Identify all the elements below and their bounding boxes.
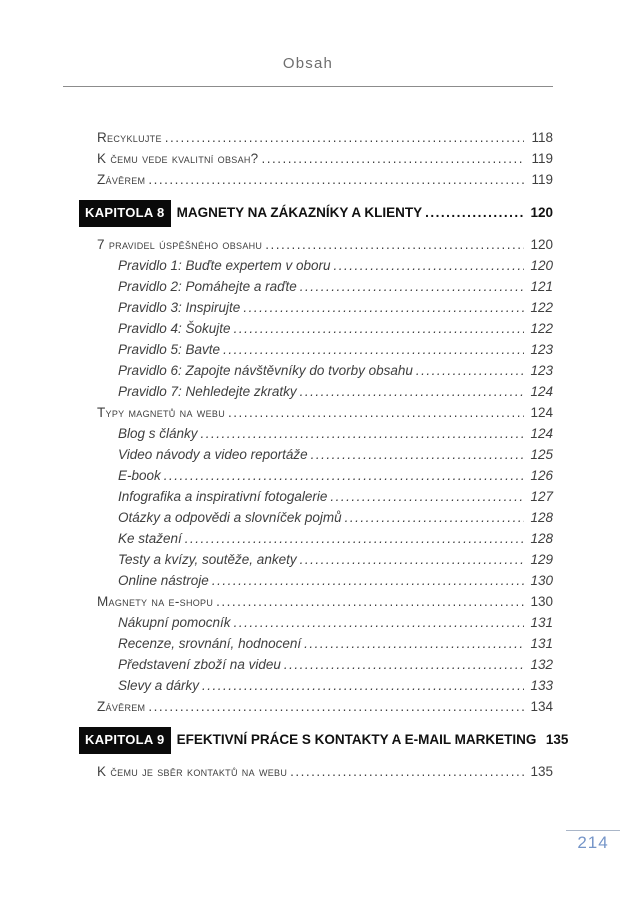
toc-entry[interactable] <box>63 169 553 190</box>
dot-leader <box>234 318 524 339</box>
dot-leader <box>284 654 524 675</box>
toc-entry-label: K čemu je sběr kontaktů na webu <box>97 764 288 779</box>
toc-entry-label: K čemu vede kvalitní obsah? <box>97 151 259 166</box>
dot-leader <box>148 169 524 190</box>
toc-entry[interactable] <box>63 444 553 465</box>
dot-leader <box>202 675 524 696</box>
toc-entry-label: EFEKTIVNÍ PRÁCE S KONTAKTY A E-MAIL MARKETING <box>176 732 537 747</box>
toc-entry-page: 128 <box>530 510 553 525</box>
toc-entry[interactable] <box>63 528 553 549</box>
toc-entry-page: 130 <box>530 573 553 588</box>
toc-entry-page: 119 <box>531 172 553 187</box>
dot-leader <box>265 234 524 255</box>
toc-entry-page: 119 <box>531 151 553 166</box>
toc-entry[interactable] <box>63 654 553 675</box>
toc-entry-page: 133 <box>530 678 553 693</box>
toc-entry-label: Pravidlo 7: Nehledejte zkratky <box>118 384 297 399</box>
toc-entry-label: Recenze, srovnání, hodnocení <box>118 636 302 651</box>
dot-leader <box>416 360 524 381</box>
toc-entry[interactable] <box>63 486 553 507</box>
toc-entry-page: 123 <box>530 363 553 378</box>
dot-leader <box>212 570 524 591</box>
toc-entry-label: Představení zboží na videu <box>118 657 281 672</box>
toc-entry[interactable] <box>63 148 553 169</box>
toc-entry[interactable] <box>63 402 553 423</box>
toc-entry-label: Magnety na e-shopu <box>97 594 214 609</box>
toc-entry[interactable] <box>63 696 553 717</box>
toc-entry-page: 132 <box>530 657 553 672</box>
toc-entry-label: Testy a kvízy, soutěže, ankety <box>118 552 297 567</box>
dot-leader <box>223 339 524 360</box>
dot-leader <box>201 423 524 444</box>
toc-entry-page: 120 <box>530 205 553 220</box>
toc-entry-label: Video návody a video reportáže <box>118 447 308 462</box>
toc-entry-page: 127 <box>530 489 553 504</box>
toc-entry-label: Závěrem <box>97 172 146 187</box>
toc-entry-label: Slevy a dárky <box>118 678 200 693</box>
toc-chapter-entry[interactable] <box>63 200 553 224</box>
toc-entry-page: 120 <box>530 258 553 273</box>
toc-entry[interactable] <box>63 381 553 402</box>
toc-entry-page: 125 <box>530 447 553 462</box>
toc-entry[interactable] <box>63 591 553 612</box>
chapter-badge: KAPITOLA 9 <box>79 727 171 754</box>
toc-entry[interactable] <box>63 465 553 486</box>
toc-entry-page: 124 <box>530 384 553 399</box>
page-number: 214 <box>577 833 609 852</box>
toc-entry-label: Blog s články <box>118 426 198 441</box>
dot-leader <box>261 148 524 169</box>
toc-entry-label: Typy magnetů na webu <box>97 405 226 420</box>
page-header <box>63 55 553 87</box>
dot-leader <box>148 696 524 717</box>
dot-leader <box>334 255 524 276</box>
toc-entry[interactable] <box>63 570 553 591</box>
toc-entry-label: Pravidlo 5: Bavte <box>118 342 221 357</box>
toc-entry-label: Online nástroje <box>118 573 209 588</box>
toc-entry-label: Nákupní pomocník <box>118 615 231 630</box>
dot-leader <box>216 591 524 612</box>
toc-entry-page: 135 <box>530 764 553 779</box>
toc-entry-label: Ke stažení <box>118 531 182 546</box>
dot-leader <box>165 127 524 148</box>
toc-entry-label: Pravidlo 2: Pomáhejte a raďte <box>118 279 297 294</box>
toc-entry-page: 128 <box>530 531 553 546</box>
toc-list <box>63 127 569 782</box>
dot-leader <box>304 633 524 654</box>
chapter-badge: KAPITOLA 8 <box>79 200 171 227</box>
dot-leader <box>234 612 524 633</box>
toc-entry-label: Otázky a odpovědi a slovníček pojmů <box>118 510 342 525</box>
dot-leader <box>300 381 524 402</box>
toc-entry-page: 130 <box>530 594 553 609</box>
toc-entry-page: 135 <box>545 732 569 747</box>
toc-entry-label: Infografika a inspirativní fotogalerie <box>118 489 328 504</box>
toc-entry[interactable] <box>63 675 553 696</box>
toc-entry[interactable] <box>63 127 553 148</box>
toc-entry[interactable] <box>63 339 553 360</box>
toc-entry-page: 121 <box>530 279 553 294</box>
dot-leader <box>164 465 524 486</box>
toc-entry-page: 134 <box>530 699 553 714</box>
dot-leader <box>300 276 524 297</box>
toc-entry-page: 126 <box>530 468 553 483</box>
toc-entry-label: 7 pravidel úspěšného obsahu <box>97 237 263 252</box>
toc-entry-page: 129 <box>530 552 553 567</box>
toc-entry[interactable] <box>63 276 553 297</box>
toc-entry[interactable] <box>63 612 553 633</box>
toc-entry-page: 131 <box>530 615 553 630</box>
toc-entry-page: 122 <box>530 300 553 315</box>
toc-entry[interactable] <box>63 297 553 318</box>
dot-leader <box>228 402 524 423</box>
dot-leader <box>290 761 524 782</box>
toc-entry-label: Pravidlo 6: Zapojte návštěvníky do tvorby obsahu <box>118 363 413 378</box>
dot-leader <box>300 549 524 570</box>
toc-entry-page: 122 <box>530 321 553 336</box>
toc-entry-label: E-book <box>118 468 161 483</box>
toc-entry-label: MAGNETY NA ZÁKAZNÍKY A KLIENTY <box>176 205 423 220</box>
toc-entry[interactable] <box>63 633 553 654</box>
toc-entry-label: Pravidlo 3: Inspirujte <box>118 300 241 315</box>
toc-entry-page: 123 <box>530 342 553 357</box>
toc-entry-page: 131 <box>530 636 553 651</box>
toc-entry-label: Recyklujte <box>97 130 162 145</box>
toc-entry[interactable] <box>63 507 553 528</box>
toc-entry-page: 124 <box>530 405 553 420</box>
toc-chapter-entry[interactable] <box>63 727 569 751</box>
toc-entry-label: Závěrem <box>97 699 146 714</box>
dot-leader <box>243 297 524 318</box>
toc-entry[interactable] <box>63 761 553 782</box>
dot-leader <box>425 201 524 225</box>
page-title: Obsah <box>282 55 334 72</box>
toc-entry[interactable] <box>63 423 553 444</box>
toc-entry[interactable] <box>63 549 553 570</box>
toc-entry-label: Pravidlo 4: Šokujte <box>118 321 231 336</box>
dot-leader <box>330 486 524 507</box>
toc-entry-label: Pravidlo 1: Buďte expertem v oboru <box>118 258 331 273</box>
toc-entry-page: 118 <box>531 130 553 145</box>
toc-entry[interactable] <box>63 360 553 381</box>
header-rule <box>63 86 553 87</box>
footer-rule <box>566 830 620 831</box>
toc-entry-page: 124 <box>530 426 553 441</box>
dot-leader <box>345 507 524 528</box>
dot-leader <box>311 444 524 465</box>
toc-entry[interactable] <box>63 318 553 339</box>
dot-leader <box>185 528 524 549</box>
toc-entry-page: 120 <box>530 237 553 252</box>
page-footer <box>566 830 620 853</box>
toc-entry[interactable] <box>63 255 553 276</box>
toc-entry[interactable] <box>63 234 553 255</box>
